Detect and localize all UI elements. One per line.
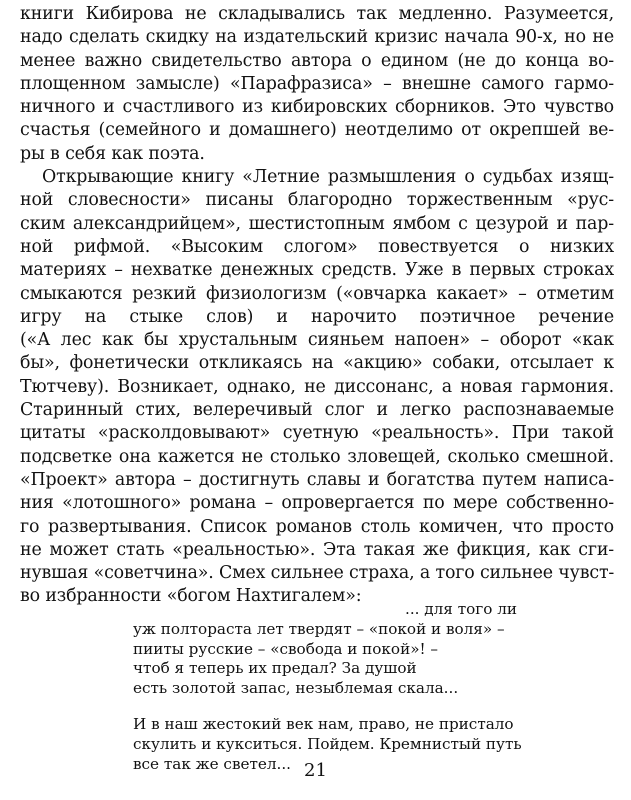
text-line: менее важно свидетельство автора о едином (не до конца во- — [20, 50, 614, 71]
text-line: нувшая «советчина». Смех сильнее страха, а того сильнее чувст- — [20, 563, 614, 584]
text-line: ной словесности» писаны благородно торжественным «рус- — [20, 190, 614, 211]
text-line: ной рифмой. «Высоким слогом» повествуется о низких — [20, 236, 614, 257]
body-text — [20, 3, 614, 609]
paragraph-start-line: Открывающие книгу «Летние размышления о судьбах изящ- — [42, 167, 614, 188]
verse-line: чтоб я теперь их предал? За душой — [133, 659, 417, 678]
page-number: 21 — [304, 760, 327, 781]
text-line: цитаты «расколдовывают» суетную «реальность». При такой — [20, 423, 614, 444]
text-line: материях – нехватке денежных средств. Уже в первых строках — [20, 260, 614, 281]
text-line: ничного и счастливого из кибировских сборников. Это чувство — [20, 97, 614, 118]
text-line: го развертывания. Список романов столь комичен, что просто — [20, 516, 614, 537]
text-line: ским александрийцем», шестистопным ямбом с цезурой и пар- — [20, 213, 614, 234]
text-line: во избранности «богом Нахтигалем»: — [20, 586, 362, 607]
verse-line: скулить и кукситься. Пойдем. Кремнистый путь — [133, 734, 522, 753]
text-line: смыкаются резкий физиологизм («овчарка какает» – отметим — [20, 283, 614, 304]
text-line: подсветке она кажется не столько зловещей, сколько смешной. — [20, 446, 614, 467]
verse-line: уж полтораста лет твердят – «покой и воля» – — [133, 619, 505, 638]
verse-stanza-1 — [133, 600, 573, 699]
text-line: ры в себя как поэта. — [20, 143, 205, 164]
text-line: игру на стыке слов) и нарочито поэтичное речение — [20, 306, 614, 327]
text-line: «Проект» автора – достигнуть славы и богатства путем написа- — [20, 469, 614, 490]
verse-quotation — [133, 600, 573, 774]
text-line: площенном замысле) «Парафразиса» – внешне самого гармо- — [20, 73, 614, 94]
verse-line: есть золотой запас, незыблемая скала... — [133, 679, 459, 698]
stanza-gap — [133, 699, 573, 715]
text-line: бы», фонетически откликаясь на «акцию» собаки, отсылает к — [20, 353, 614, 374]
text-line: счастья (семейного и домашнего) неотделимо от окрепшей ве- — [20, 120, 614, 141]
text-line: Тютчеву). Возникает, однако, не диссонанс, а новая гармония. — [20, 376, 614, 397]
verse-line: пииты русские – «свобода и покой»! – — [133, 639, 439, 658]
text-line: Старинный стих, велеречивый слог и легко распознаваемые — [20, 400, 614, 421]
verse-line: ... для того ли — [405, 600, 517, 618]
text-line: не может стать «реальностью». Эта такая же фикция, как сги- — [20, 539, 614, 560]
text-line: надо сделать скидку на издательский кризис начала 90-х, но не — [20, 27, 614, 48]
text-line: ния «лотошного» романа – опровергается по мере собственно- — [20, 493, 614, 514]
text-line: книги Кибирова не складывались так медленно. Разумеется, — [20, 4, 614, 24]
text-line: («А лес как бы хрустальным сияньем напоен» – оборот «как — [20, 330, 614, 351]
verse-line: все так же светел... — [133, 754, 292, 773]
verse-line: И в наш жестокий век нам, право, не пристало — [133, 714, 514, 733]
